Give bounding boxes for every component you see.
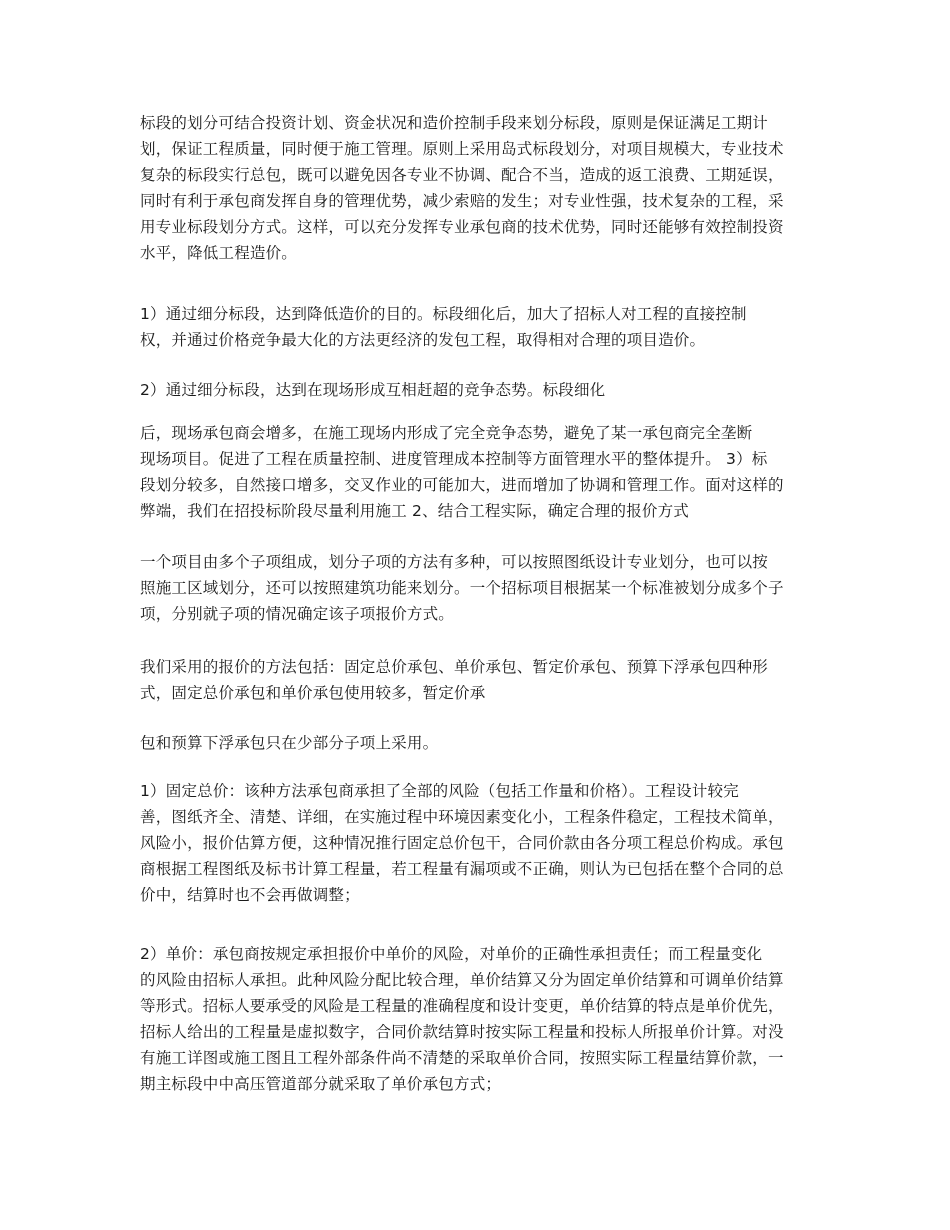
text-line: 善，图纸齐全、清楚、详细，在实施过程中环境因素变化小，工程条件稳定，工程技术简单， xyxy=(140,808,784,826)
text-line: 有施工详图或施工图且工程外部条件尚不清楚的采取单价合同，按照实际工程量结算价款，一 xyxy=(140,1049,784,1067)
text-line: 现场项目。促进了工程在质量控制、进度管理成本控制等方面管理水平的整体提升。 3）标 xyxy=(140,450,768,468)
paragraph-bid-section-division xyxy=(140,110,812,266)
text-line: 标段的划分可结合投资计划、资金状况和造价控制手段来划分标段，原则是保证满足工期计 xyxy=(140,114,769,132)
text-line: 式，固定总价承包和单价承包使用较多，暂定价承 xyxy=(140,684,486,702)
text-line: 包和预算下浮承包只在少部分子项上采用。 xyxy=(140,734,439,752)
text-line: 权，并通过价格竞争最大化的方法更经济的发包工程，取得相对合理的项目造价。 xyxy=(140,331,706,349)
text-line: 2）通过细分标段，达到在现场形成互相赶超的竞争态势。标段细化 xyxy=(140,381,606,399)
text-line: 后，现场承包商会增多，在施工现场内形成了完全竞争态势，避免了某一承包商完全垄断 xyxy=(140,424,753,442)
paragraph-pricing-methods xyxy=(140,654,812,706)
text-line: 水平，降低工程造价。 xyxy=(140,244,298,262)
text-line: 复杂的标段实行总包，既可以避免因各专业不协调、配合不当，造成的返工浪费、工期延误， xyxy=(140,166,784,184)
text-line: 用专业标段划分方式。这样，可以充分发挥专业承包商的技术优势，同时还能够有效控制投资 xyxy=(140,218,784,236)
text-line: 的风险由招标人承担。此种风险分配比较合理，单价结算又分为固定单价结算和可调单价结算 xyxy=(140,971,784,989)
text-line: 期主标段中中高压管道部分就采取了单价承包方式； xyxy=(140,1075,502,1093)
paragraph-point-1-reduce-cost xyxy=(140,301,812,353)
text-line: 1）通过细分标段，达到降低造价的目的。标段细化后，加大了招标人对工程的直接控制 xyxy=(140,305,747,323)
text-line: 1）固定总价：该种方法承包商承担了全部的风险（包括工作量和价格）。工程设计较完 xyxy=(140,782,739,800)
text-line: 段划分较多，自然接口增多，交叉作业的可能加大，进而增加了协调和管理工作。面对这样的 xyxy=(140,476,784,494)
paragraph-fixed-total-price xyxy=(140,778,812,908)
paragraph-sub-items xyxy=(140,549,812,627)
text-line: 2）单价：承包商按规定承担报价中单价的风险，对单价的正确性承担责任；而工程量变化 xyxy=(140,945,763,963)
text-line: 同时有利于承包商发挥自身的管理优势，减少索赔的发生；对专业性强，技术复杂的工程，采 xyxy=(140,192,784,210)
text-line: 项，分别就子项的情况确定该子项报价方式。 xyxy=(140,605,455,623)
text-line: 划，保证工程质量，同时便于施工管理。原则上采用岛式标段划分，对项目规模大，专业技术 xyxy=(140,140,784,158)
text-line: 风险小，报价估算方便，这种情况推行固定总价包干，合同价款由各分项工程总价构成。承包 xyxy=(140,834,784,852)
paragraph-unit-price xyxy=(140,941,812,1097)
paragraph-point-2-competition xyxy=(140,377,812,403)
text-line: 我们采用的报价的方法包括：固定总价承包、单价承包、暂定价承包、预算下浮承包四种形 xyxy=(140,658,769,676)
text-line: 招标人给出的工程量是虚拟数字，合同价款结算时按实际工程量和投标人所报单价计算。对没 xyxy=(140,1023,784,1041)
paragraph-contractors-increase xyxy=(140,420,812,524)
text-line: 等形式。招标人要承受的风险是工程量的准确程度和设计变更，单价结算的特点是单价优先， xyxy=(140,997,784,1015)
text-line: 价中，结算时也不会再做调整； xyxy=(140,886,360,904)
text-line: 照施工区域划分，还可以按照建筑功能来划分。一个招标项目根据某一个标准被划分成多个子 xyxy=(140,579,784,597)
text-line: 一个项目由多个子项组成，划分子项的方法有多种，可以按照图纸设计专业划分，也可以按 xyxy=(140,553,769,571)
text-line: 商根据工程图纸及标书计算工程量，若工程量有漏项或不正确，则认为已包括在整个合同的总 xyxy=(140,860,784,878)
text-line: 弊端，我们在招投标阶段尽量利用施工 2、结合工程实际，确定合理的报价方式 xyxy=(140,502,689,520)
paragraph-pricing-methods-cont xyxy=(140,730,812,756)
